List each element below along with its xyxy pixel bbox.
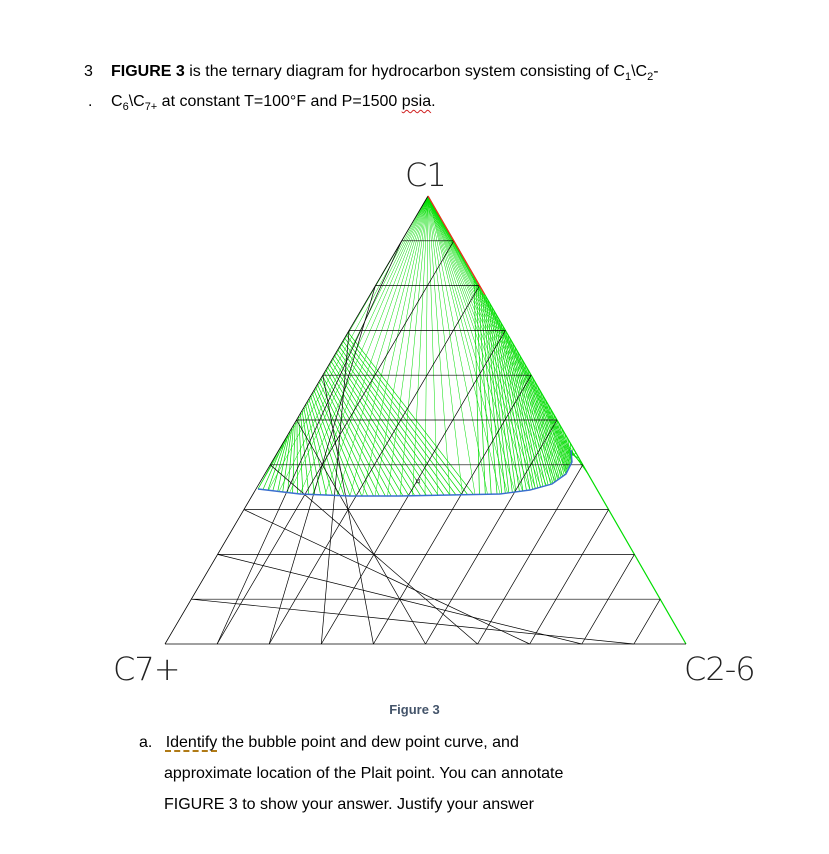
ternary-grid	[165, 196, 686, 644]
question-number: 3	[84, 63, 93, 80]
tie-line	[321, 379, 380, 496]
tie-line	[297, 419, 298, 493]
question-text: is the ternary diagram for hydrocarbon system consisting of C	[184, 63, 625, 80]
unit-psia: psia	[401, 93, 432, 110]
edge-highlight	[428, 196, 485, 295]
identify-word: Identify	[165, 734, 218, 751]
part-a-line-3: FIGURE 3 to show your answer. Justify your answer	[164, 796, 534, 813]
tie-line	[341, 344, 450, 495]
separator: \C	[128, 93, 145, 110]
vertex-label-c7plus: C7+	[113, 650, 180, 688]
subscript: 7+	[144, 101, 158, 114]
tie-line	[428, 196, 536, 489]
component: C	[111, 93, 123, 110]
tie-line	[340, 347, 445, 495]
period: .	[431, 93, 436, 110]
grid-line	[244, 510, 530, 644]
part-a-line-2: approximate location of the Plait point. You can annotate	[164, 765, 564, 782]
part-a-label: a.	[139, 734, 153, 751]
tie-line	[428, 196, 530, 490]
grid-line	[634, 599, 660, 644]
tie-line	[428, 196, 563, 477]
grid-line	[191, 599, 634, 644]
dash: -	[653, 63, 659, 80]
tie-line	[428, 196, 566, 474]
tie-line	[428, 196, 515, 492]
tie-line	[333, 358, 421, 495]
tie-line	[329, 364, 409, 496]
conditions-text: at constant T=100°F and P=1500	[157, 93, 402, 110]
part-a-text: the bubble point and dew point curve, and	[217, 734, 519, 751]
plait-marker: ¤	[415, 477, 421, 487]
subscript: 2	[647, 71, 654, 84]
part-a-line-1	[139, 734, 519, 752]
tie-line	[428, 196, 556, 482]
tie-line	[428, 196, 568, 471]
subscript: 6	[122, 101, 129, 114]
separator: \C	[631, 63, 648, 80]
tie-line	[428, 196, 552, 484]
tie-line	[428, 196, 559, 479]
tie-line	[343, 341, 456, 495]
subscript: 1	[624, 71, 632, 84]
vertex-label-c1: C1	[405, 156, 446, 194]
figure-caption: Figure 3	[389, 702, 440, 717]
grid-line	[530, 510, 609, 644]
figure-reference: FIGURE 3	[111, 63, 185, 80]
tie-line	[279, 196, 428, 492]
tie-line	[505, 330, 537, 487]
vertex-label-c2-6: C2-6	[684, 650, 755, 688]
question-continuation-dot: .	[88, 93, 93, 110]
